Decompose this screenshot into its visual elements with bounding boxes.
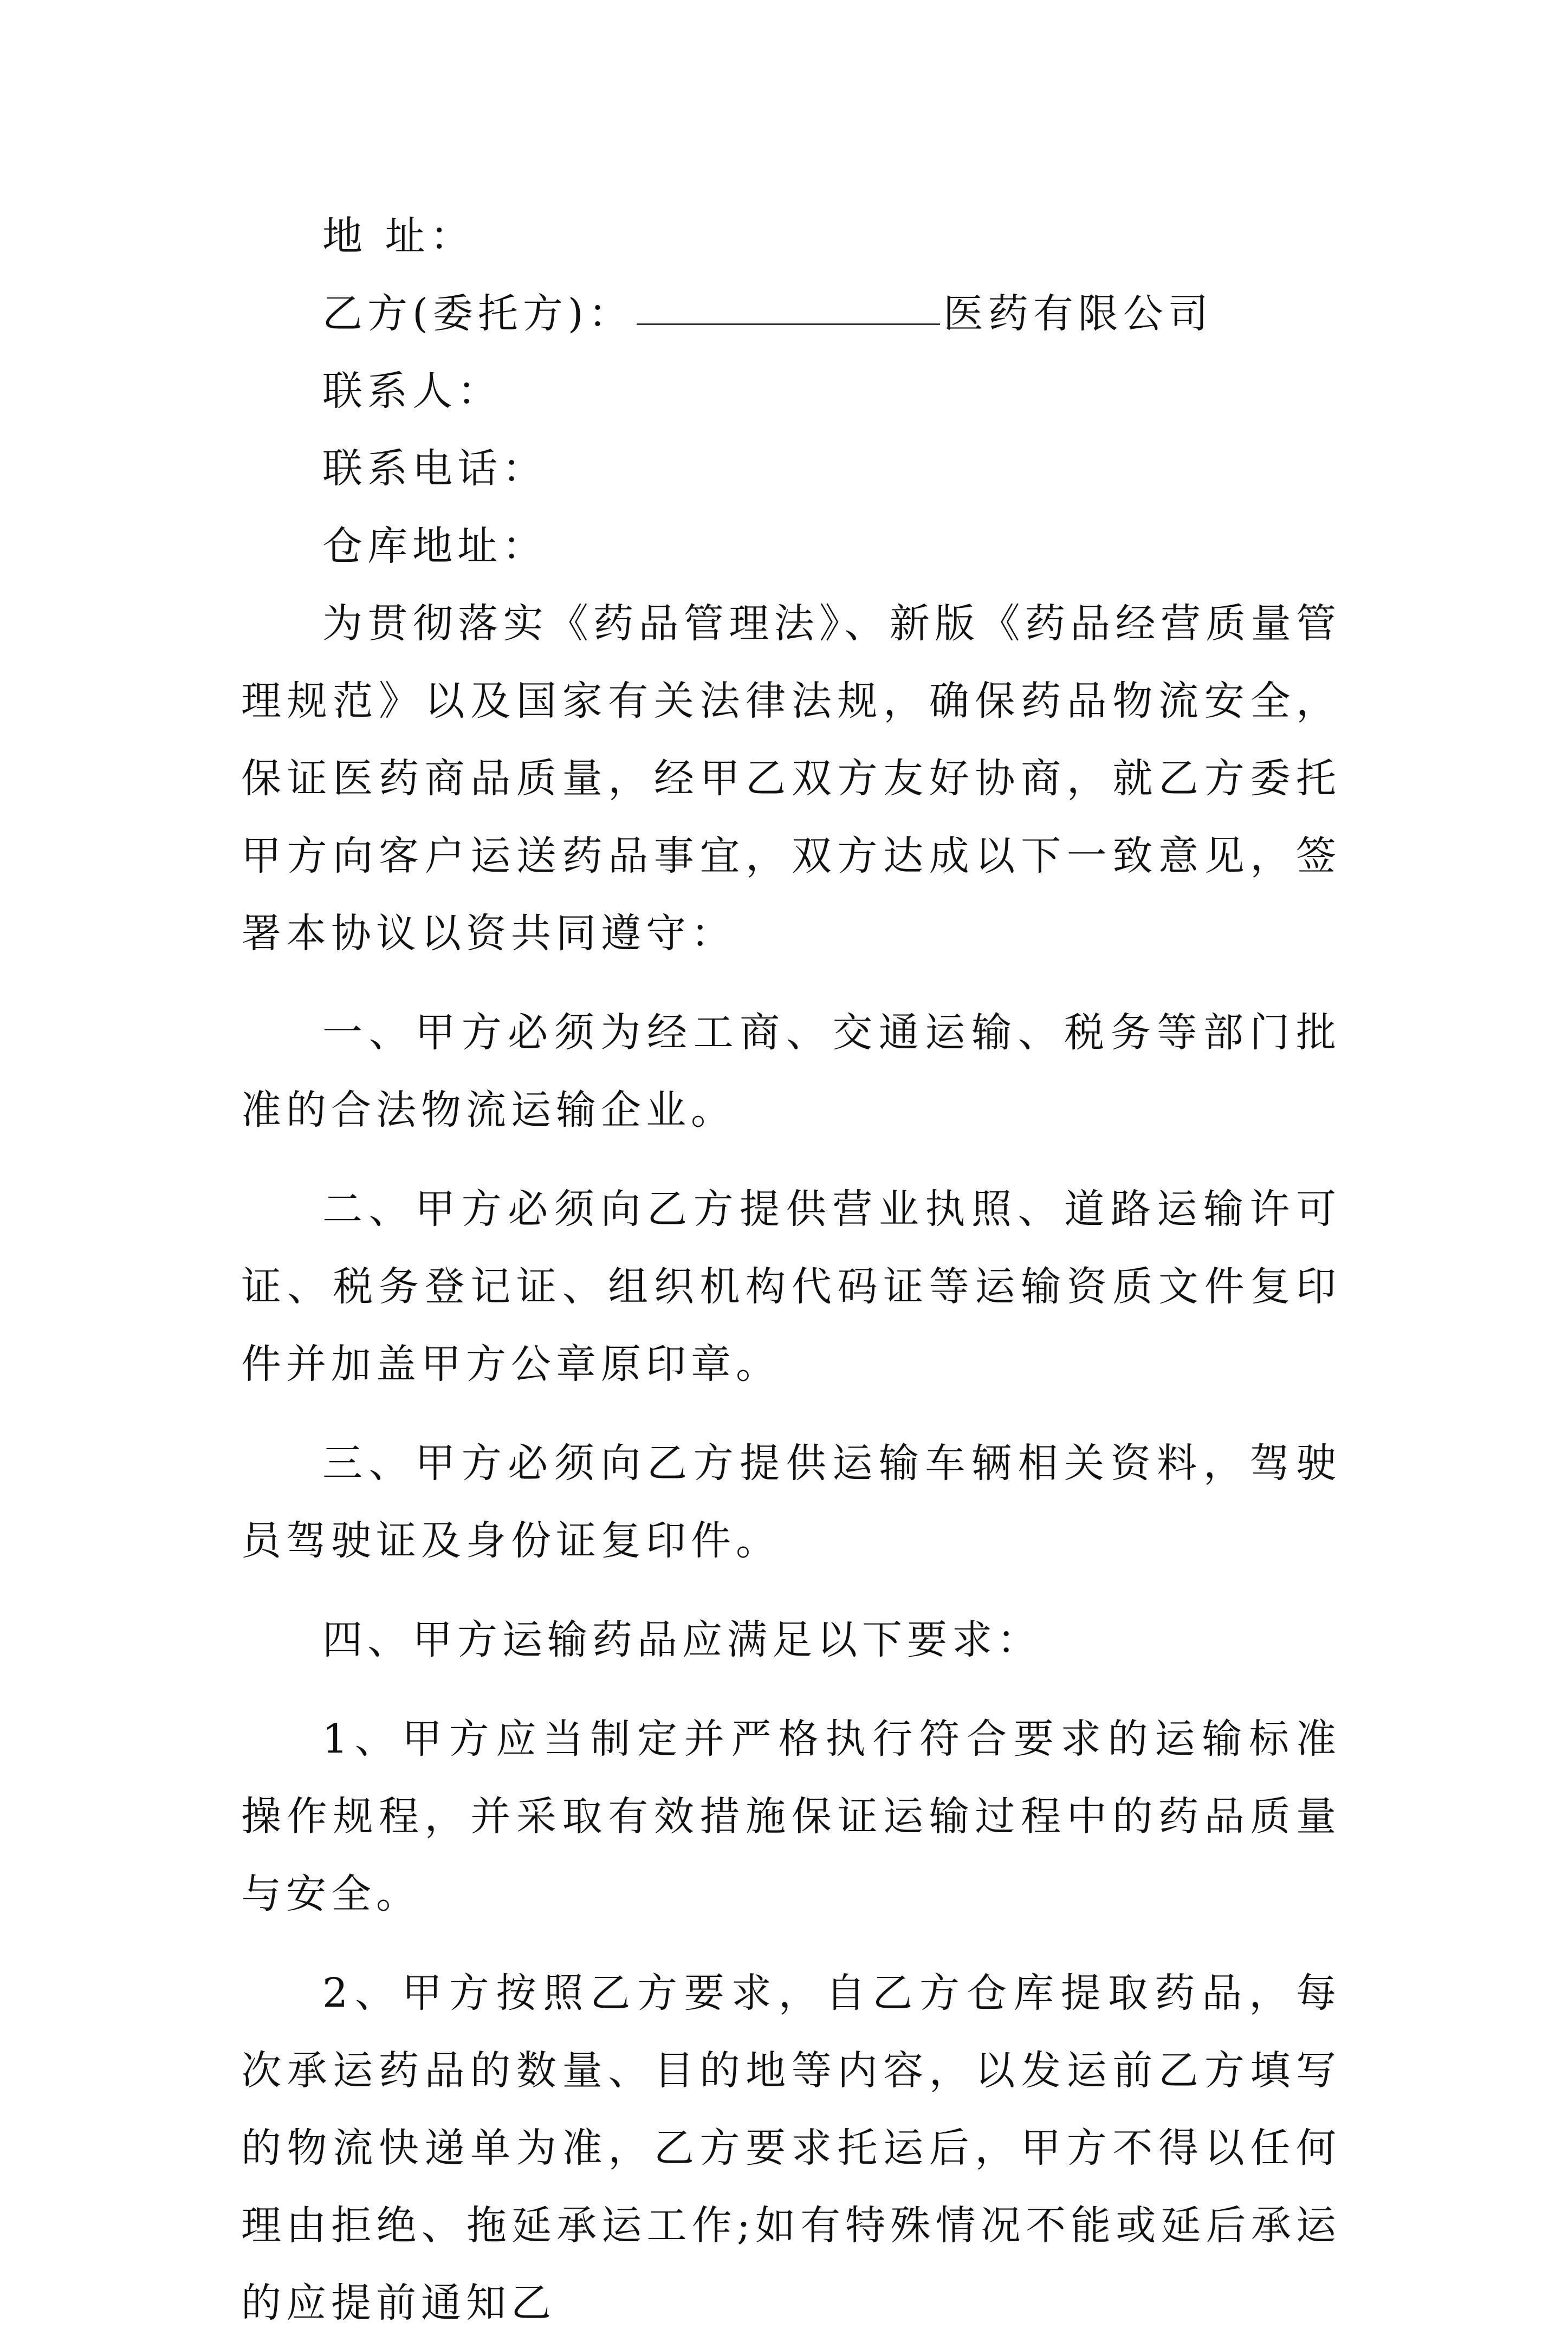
- clause-4-item-2: 2、甲方按照乙方要求，自乙方仓库提取药品，每次承运药品的数量、目的地等内容，以发运前乙方填写的物流快递单为准，乙方要求托运后，甲方不得以任何理由拒绝、拖延承运工作;如有特殊情况不能或延后承运的应提前通知乙: [241, 1970, 1341, 2326]
- clause-2: 二、甲方必须向乙方提供营业执照、道路运输许可证、税务登记证、组织机构代码证等运输资质文件复印件并加盖甲方公章原印章。: [241, 1186, 1341, 1387]
- party-b-company-suffix: 医药有限公司: [943, 290, 1213, 337]
- clause-4: 四、甲方运输药品应满足以下要求：: [322, 1617, 1042, 1663]
- clause-4-item-1: 1、甲方应当制定并严格执行符合要求的运输标准操作规程，并采取有效措施保证运输过程中的药品质量与安全。: [241, 1716, 1341, 1917]
- address-line: 地 址：: [322, 213, 475, 259]
- party-b-label: 乙方(委托方)：: [322, 290, 633, 337]
- party-b-line: [241, 275, 1341, 353]
- clause-3: 三、甲方必须向乙方提供运输车辆相关资料，驾驶员驾驶证及身份证复印件。: [241, 1440, 1341, 1564]
- warehouse-address-line: 仓库地址：: [322, 523, 547, 569]
- preamble-paragraph: 为贯彻落实《药品管理法》、新版《药品经营质量管理规范》以及国家有关法律法规，确保药品物流安全，保证医药商品质量，经甲乙双方友好协商，就乙方委托甲方向客户运送药品事宜，双方达成以下一致意见，签署本协议以资共同遵守：: [241, 600, 1341, 957]
- document-body: [241, 198, 1341, 2342]
- contact-line: 联系人：: [322, 368, 502, 414]
- clause-1: 一、甲方必须为经工商、交通运输、税务等部门批准的合法物流运输企业。: [241, 1009, 1341, 1133]
- phone-line: 联系电话：: [322, 445, 547, 492]
- company-name-blank: [637, 323, 940, 325]
